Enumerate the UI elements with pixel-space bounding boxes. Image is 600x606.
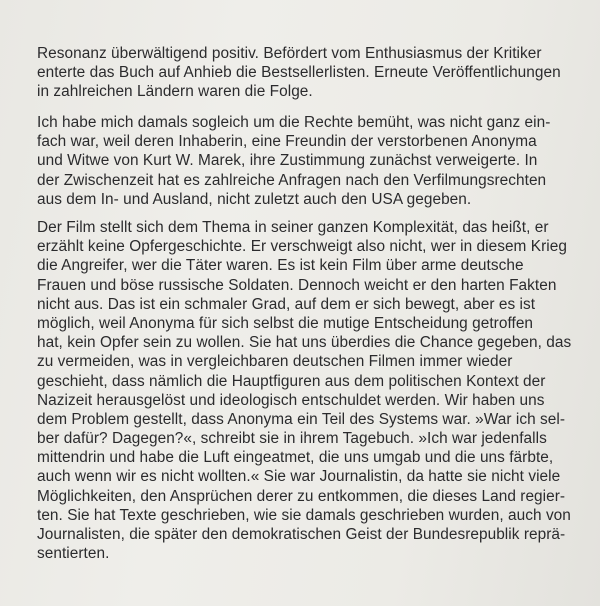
text-line: Der Film stellt sich dem Thema in seiner ganzen Komplexität, das heißt, er [37, 219, 549, 236]
text-line: Frauen und böse russische Soldaten. Dennoch weicht er den harten Fakten [37, 276, 557, 294]
text-line: mittendrin und habe die Luft eingeatmet, die uns umgab und die uns färbte, [37, 449, 554, 467]
text-line: und Witwe von Kurt W. Marek, ihre Zustimmung zunächst verweigerte. In [37, 152, 538, 170]
paragraph-3 [37, 218, 577, 563]
text-line: dem Problem gestellt, dass Anonyma ein Teil des Systems war. »War ich sel- [37, 410, 566, 428]
paragraph-2 [37, 113, 577, 209]
text-line: geschieht, dass nämlich die Hauptfiguren aus dem politischen Kontext der [37, 372, 546, 390]
text-line: hat, kein Opfer sein zu wollen. Sie hat uns überdies die Chance gegeben, das [37, 334, 572, 352]
text-line: Möglichkeiten, den Ansprüchen derer zu entkommen, die dieses Land regier- [37, 487, 566, 505]
text-line: zu vermeiden, was in vergleichbaren deutschen Filmen immer wieder [37, 353, 513, 371]
paragraph-1 [37, 44, 577, 102]
text-line: Journalisten, die später den demokratischen Geist der Bundesrepublik reprä- [37, 526, 566, 543]
text-line: Nazizeit herausgelöst und ideologisch entschuldet werden. Wir haben uns [37, 391, 545, 409]
text-line: Resonanz überwältigend positiv. Befördert vom Enthusiasmus der Kritiker [37, 45, 542, 62]
text-line: in zahlreichen Ländern waren die Folge. [37, 83, 313, 101]
text-line: Ich habe mich damals sogleich um die Rechte bemüht, was nicht ganz ein- [37, 114, 551, 131]
text-line: erzählt keine Opfergeschichte. Er verschweigt also nicht, wer in diesem Krieg [37, 238, 567, 256]
text-line: auch wenn wir es nicht wollten.« Sie war Journalistin, da hatte sie nicht viele [37, 468, 561, 486]
text-line: ten. Sie hat Texte geschrieben, wie sie damals geschrieben wurden, auch von [37, 506, 571, 524]
text-line: fach war, weil deren Inhaberin, eine Freundin der verstorbenen Anonyma [37, 133, 537, 151]
text-line: sentierten. [37, 545, 110, 563]
text-line: nicht aus. Das ist ein schmaler Grad, auf dem er sich bewegt, aber es ist [37, 295, 536, 313]
text-line: ber dafür? Dagegen?«, schreibt sie in ihrem Tagebuch. »Ich war jedenfalls [37, 430, 547, 448]
text-line: aus dem In- und Ausland, nicht zuletzt auch den USA gegeben. [37, 190, 472, 208]
text-line: der Zwischenzeit hat es zahlreiche Anfragen nach den Verfilmungsrechten [37, 171, 547, 189]
text-line: die Angreifer, wer die Täter waren. Es ist kein Film über arme deutsche [37, 257, 524, 275]
text-line: enterte das Buch auf Anhieb die Bestsellerlisten. Erneute Veröffentlichungen [37, 64, 561, 82]
text-line: möglich, weil Anonyma für sich selbst die mutige Entscheidung getroffen [37, 314, 534, 332]
